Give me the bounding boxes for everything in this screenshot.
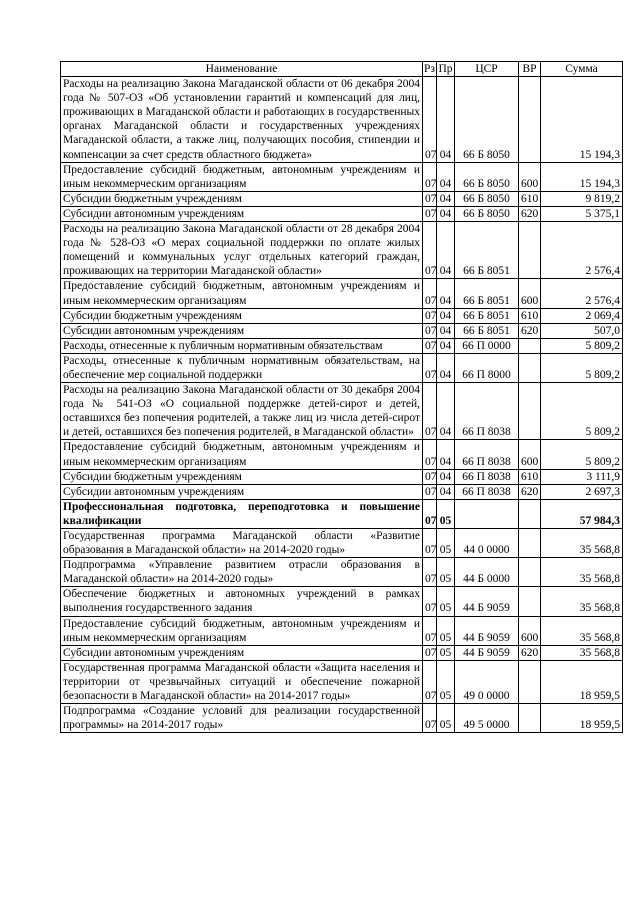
cell-vr bbox=[519, 77, 541, 163]
cell-csr: 66 П 8038 bbox=[455, 484, 519, 499]
header-pr: Пр bbox=[438, 63, 453, 75]
cell-vr: 610 bbox=[519, 191, 541, 206]
cell-sum: 35 568,8 bbox=[541, 616, 623, 645]
cell-name: Подпрограмма «Создание условий для реализации государственной программы» на 2014-2017 годы» bbox=[61, 704, 423, 733]
cell-rz: 07 bbox=[423, 645, 437, 660]
cell-sum: 18 959,5 bbox=[541, 704, 623, 733]
cell-sum: 5 809,2 bbox=[541, 440, 623, 469]
cell-rz: 07 bbox=[423, 440, 437, 469]
cell-sum: 15 194,3 bbox=[541, 77, 623, 163]
header-csr: ЦСР bbox=[455, 62, 519, 77]
cell-name: Расходы на реализацию Закона Магаданской области от 28 декабря 2004 года № 528-ОЗ «О мерах социальной поддержки по оплате жилых помещений и коммунальных услуг отдельных категорий граждан, проживающих на территории Магаданской области» bbox=[61, 222, 423, 279]
cell-name: Обеспечение бюджетных и автономных учреждений в рамках выполнения государственного задания bbox=[61, 587, 423, 616]
cell-sum: 57 984,3 bbox=[541, 499, 623, 528]
table-row bbox=[61, 558, 623, 587]
cell-sum: 2 697,3 bbox=[541, 484, 623, 499]
cell-pr: 04 bbox=[437, 383, 455, 440]
cell-pr: 04 bbox=[437, 338, 455, 353]
table-row bbox=[61, 440, 623, 469]
cell-name: Субсидии автономным учреждениям bbox=[61, 484, 423, 499]
cell-rz: 07 bbox=[423, 308, 437, 323]
cell-name: Расходы, отнесенные к публичным нормативным обязательствам, на обеспечение мер социальной поддержки bbox=[61, 353, 423, 382]
cell-pr: 04 bbox=[437, 77, 455, 163]
cell-csr: 66 Б 8051 bbox=[455, 308, 519, 323]
cell-sum: 2 576,4 bbox=[541, 279, 623, 308]
table-row bbox=[61, 529, 623, 558]
cell-vr: 600 bbox=[519, 162, 541, 191]
cell-rz: 07 bbox=[423, 77, 437, 163]
table-row bbox=[61, 645, 623, 660]
cell-name: Субсидии бюджетным учреждениям bbox=[61, 469, 423, 484]
cell-pr: 04 bbox=[437, 162, 455, 191]
table-row bbox=[61, 353, 623, 382]
cell-csr: 49 5 0000 bbox=[455, 704, 519, 733]
table-row bbox=[61, 338, 623, 353]
table-row bbox=[61, 279, 623, 308]
cell-sum: 5 375,1 bbox=[541, 206, 623, 221]
cell-pr: 05 bbox=[437, 660, 455, 703]
cell-vr bbox=[519, 499, 541, 528]
cell-rz: 07 bbox=[423, 484, 437, 499]
cell-sum: 35 568,8 bbox=[541, 645, 623, 660]
cell-pr: 05 bbox=[437, 645, 455, 660]
cell-csr: 66 П 8038 bbox=[455, 440, 519, 469]
cell-name: Государственная программа Магаданской области «Защита населения и территории от чрезвычайных ситуаций и обеспечение пожарной безопасности в Магаданской области» на 2014-2017 годы» bbox=[61, 660, 423, 703]
cell-rz: 07 bbox=[423, 353, 437, 382]
cell-name: Субсидии автономным учреждениям bbox=[61, 323, 423, 338]
cell-rz: 07 bbox=[423, 383, 437, 440]
cell-sum: 2 069,4 bbox=[541, 308, 623, 323]
cell-rz: 07 bbox=[423, 191, 437, 206]
table-row bbox=[61, 162, 623, 191]
cell-pr: 04 bbox=[437, 323, 455, 338]
cell-name: Расходы на реализацию Закона Магаданской области от 30 декабря 2004 года № 541-ОЗ «О социальной поддержке детей-сирот и детей, оставшихся без попечения родителей, а также лиц из числа детей-сирот и детей, оставшихся без попечения родителей, в Магаданской области» bbox=[61, 383, 423, 440]
table-row bbox=[61, 191, 623, 206]
cell-csr: 66 Б 8051 bbox=[455, 222, 519, 279]
cell-name: Расходы на реализацию Закона Магаданской области от 06 декабря 2004 года № 507-ОЗ «Об установлении гарантий и компенсаций для лиц, проживающих в Магаданской области и работающих в государственных органах Магаданской области и государственных учреждениях Магаданской области, а также лиц, получающих пособия, стипендии и компенсации за счет средств областного бюджета» bbox=[61, 77, 423, 163]
cell-sum: 2 576,4 bbox=[541, 222, 623, 279]
table-row bbox=[61, 704, 623, 733]
cell-sum: 507,0 bbox=[541, 323, 623, 338]
cell-pr: 04 bbox=[437, 279, 455, 308]
header-rz: Рз bbox=[424, 63, 435, 75]
cell-vr bbox=[519, 529, 541, 558]
cell-csr: 66 Б 8050 bbox=[455, 206, 519, 221]
cell-pr: 05 bbox=[437, 529, 455, 558]
cell-pr: 04 bbox=[437, 484, 455, 499]
cell-pr: 05 bbox=[437, 499, 455, 528]
cell-sum: 18 959,5 bbox=[541, 660, 623, 703]
cell-pr: 04 bbox=[437, 206, 455, 221]
cell-rz: 07 bbox=[423, 222, 437, 279]
cell-rz: 07 bbox=[423, 704, 437, 733]
cell-csr: 66 П 0000 bbox=[455, 338, 519, 353]
cell-sum: 35 568,8 bbox=[541, 529, 623, 558]
cell-vr bbox=[519, 353, 541, 382]
cell-sum: 9 819,2 bbox=[541, 191, 623, 206]
cell-pr: 05 bbox=[437, 587, 455, 616]
cell-sum: 5 809,2 bbox=[541, 338, 623, 353]
cell-rz: 07 bbox=[423, 558, 437, 587]
cell-name: Предоставление субсидий бюджетным, автономным учреждениям и иным некоммерческим организациям bbox=[61, 616, 423, 645]
cell-vr: 620 bbox=[519, 645, 541, 660]
cell-vr: 620 bbox=[519, 484, 541, 499]
cell-csr: 66 П 8038 bbox=[455, 383, 519, 440]
cell-name: Субсидии автономным учреждениям bbox=[61, 645, 423, 660]
cell-sum: 5 809,2 bbox=[541, 353, 623, 382]
cell-pr: 04 bbox=[437, 308, 455, 323]
cell-vr: 610 bbox=[519, 469, 541, 484]
cell-name: Профессиональная подготовка, переподготовка и повышение квалификации bbox=[61, 499, 423, 528]
cell-sum: 35 568,8 bbox=[541, 558, 623, 587]
table-row bbox=[61, 484, 623, 499]
cell-rz: 07 bbox=[423, 162, 437, 191]
cell-pr: 05 bbox=[437, 558, 455, 587]
cell-rz: 07 bbox=[423, 587, 437, 616]
cell-csr: 66 П 8000 bbox=[455, 353, 519, 382]
cell-name: Субсидии бюджетным учреждениям bbox=[61, 191, 423, 206]
cell-pr: 04 bbox=[437, 440, 455, 469]
cell-csr bbox=[455, 499, 519, 528]
cell-csr: 49 0 0000 bbox=[455, 660, 519, 703]
cell-vr bbox=[519, 338, 541, 353]
cell-vr bbox=[519, 558, 541, 587]
table-row bbox=[61, 499, 623, 528]
cell-vr: 600 bbox=[519, 616, 541, 645]
table-row bbox=[61, 587, 623, 616]
cell-name: Субсидии автономным учреждениям bbox=[61, 206, 423, 221]
cell-name: Предоставление субсидий бюджетным, автономным учреждениям и иным некоммерческим организациям bbox=[61, 279, 423, 308]
cell-pr: 04 bbox=[437, 222, 455, 279]
cell-csr: 44 0 0000 bbox=[455, 529, 519, 558]
cell-rz: 07 bbox=[423, 338, 437, 353]
cell-csr: 44 Б 0000 bbox=[455, 558, 519, 587]
cell-rz: 07 bbox=[423, 323, 437, 338]
cell-csr: 66 Б 8050 bbox=[455, 162, 519, 191]
cell-vr bbox=[519, 660, 541, 703]
cell-rz: 07 bbox=[423, 529, 437, 558]
cell-csr: 44 Б 9059 bbox=[455, 616, 519, 645]
cell-sum: 5 809,2 bbox=[541, 383, 623, 440]
budget-table bbox=[60, 61, 623, 733]
cell-rz: 07 bbox=[423, 279, 437, 308]
table-row bbox=[61, 222, 623, 279]
cell-sum: 35 568,8 bbox=[541, 587, 623, 616]
table-row bbox=[61, 308, 623, 323]
cell-csr: 44 Б 9059 bbox=[455, 587, 519, 616]
cell-vr: 600 bbox=[519, 440, 541, 469]
cell-vr bbox=[519, 587, 541, 616]
cell-vr: 620 bbox=[519, 323, 541, 338]
cell-rz: 07 bbox=[423, 469, 437, 484]
cell-vr bbox=[519, 704, 541, 733]
cell-pr: 04 bbox=[437, 469, 455, 484]
cell-name: Расходы, отнесенные к публичным нормативным обязательствам bbox=[61, 338, 423, 353]
table-row bbox=[61, 660, 623, 703]
table-row bbox=[61, 323, 623, 338]
table-row bbox=[61, 77, 623, 163]
cell-name: Субсидии бюджетным учреждениям bbox=[61, 308, 423, 323]
cell-sum: 15 194,3 bbox=[541, 162, 623, 191]
cell-name: Государственная программа Магаданской области «Развитие образования в Магаданской области» на 2014-2020 годы» bbox=[61, 529, 423, 558]
cell-pr: 05 bbox=[437, 616, 455, 645]
cell-csr: 66 Б 8051 bbox=[455, 279, 519, 308]
header-row bbox=[61, 62, 623, 77]
cell-rz: 07 bbox=[423, 616, 437, 645]
cell-pr: 05 bbox=[437, 704, 455, 733]
cell-csr: 66 П 8038 bbox=[455, 469, 519, 484]
cell-pr: 04 bbox=[437, 191, 455, 206]
cell-rz: 07 bbox=[423, 206, 437, 221]
cell-csr: 44 Б 9059 bbox=[455, 645, 519, 660]
cell-vr: 620 bbox=[519, 206, 541, 221]
cell-csr: 66 Б 8050 bbox=[455, 77, 519, 163]
cell-sum: 3 111,9 bbox=[541, 469, 623, 484]
header-name: Наименование bbox=[61, 62, 423, 77]
cell-csr: 66 Б 8051 bbox=[455, 323, 519, 338]
cell-rz: 07 bbox=[423, 499, 437, 528]
table-row bbox=[61, 616, 623, 645]
cell-name: Подпрограмма «Управление развитием отрасли образования в Магаданской области» на 2014-2020 годы» bbox=[61, 558, 423, 587]
cell-name: Предоставление субсидий бюджетным, автономным учреждениям и иным некоммерческим организациям bbox=[61, 162, 423, 191]
table-row bbox=[61, 206, 623, 221]
cell-vr: 610 bbox=[519, 308, 541, 323]
header-sum: Сумма bbox=[541, 62, 623, 77]
table-row bbox=[61, 383, 623, 440]
cell-pr: 04 bbox=[437, 353, 455, 382]
cell-csr: 66 Б 8050 bbox=[455, 191, 519, 206]
table-row bbox=[61, 469, 623, 484]
cell-rz: 07 bbox=[423, 660, 437, 703]
cell-vr bbox=[519, 383, 541, 440]
header-vr: ВР bbox=[519, 62, 541, 77]
cell-name: Предоставление субсидий бюджетным, автономным учреждениям и иным некоммерческим организациям bbox=[61, 440, 423, 469]
cell-vr: 600 bbox=[519, 279, 541, 308]
cell-vr bbox=[519, 222, 541, 279]
